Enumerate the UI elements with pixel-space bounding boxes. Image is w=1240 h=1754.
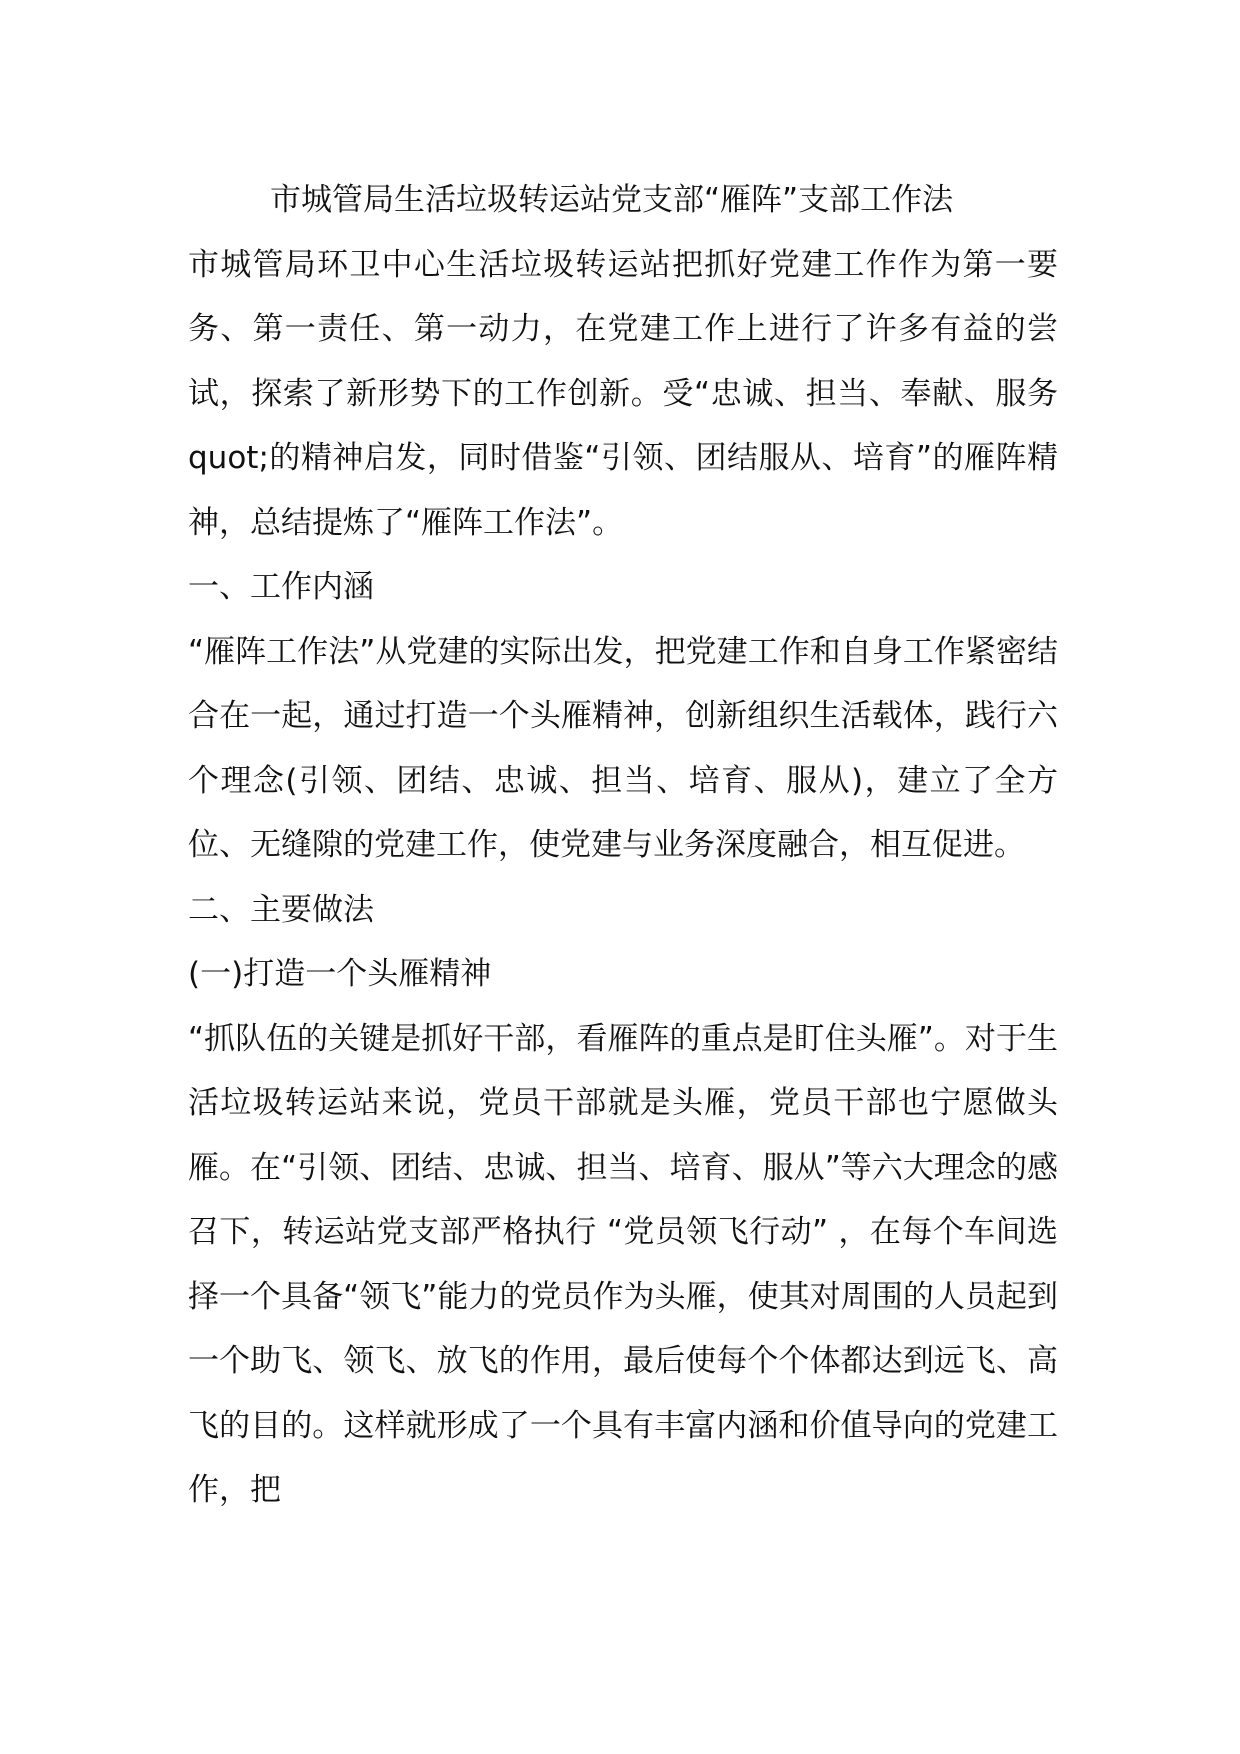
paragraph-work-connotation: “雁阵工作法”从党建的实际出发，把党建工作和自身工作紧密结合在一起，通过打造一个头雁精神，创新组织生活载体，践行六个理念(引领、团结、忠诚、担当、培育、服从)，建立了全方位、无缝隙的党建工作，使党建与业务深度融合，相互促进。: [188, 633, 1058, 863]
section-heading-main-practices: 二、主要做法: [188, 891, 374, 928]
subsection-heading-lead-goose: (一)打造一个头雁精神: [188, 956, 492, 992]
section-heading-work-connotation: 一、工作内涵: [188, 569, 374, 605]
paragraph-lead-goose: “抓队伍的关键是抓好干部，看雁阵的重点是盯住头雁”。对于生活垃圾转运站来说，党员干部就是头雁，党员干部也宁愿做头雁。在“引领、团结、忠诚、担当、培育、服从”等六大理念的感召下，转运站党支部严格执行 “党员领飞行动” ，在每个车间选择一个具备“领飞”能力的党员作为头雁，使其对周围的人员起到一个助飞、领飞、放飞的作用，最后使每个个体都达到远飞、高飞的目的。这样就形成了一个具有丰富内涵和价值导向的党建工作，把: [188, 1020, 1058, 1508]
document-body: [188, 168, 1058, 1523]
document-title: 市城管局生活垃圾转运站党支部“雁阵”支部工作法: [270, 182, 954, 218]
paragraph-intro: 市城管局环卫中心生活垃圾转运站把抓好党建工作作为第一要务、第一责任、第一动力，在党建工作上进行了许多有益的尝试，探索了新形势下的工作创新。受“忠诚、担当、奉献、服务 quot;的精神启发，同时借鉴“引领、团结服从、培育”的雁阵精神，总结提炼了“雁阵工作法”。: [188, 246, 1058, 541]
